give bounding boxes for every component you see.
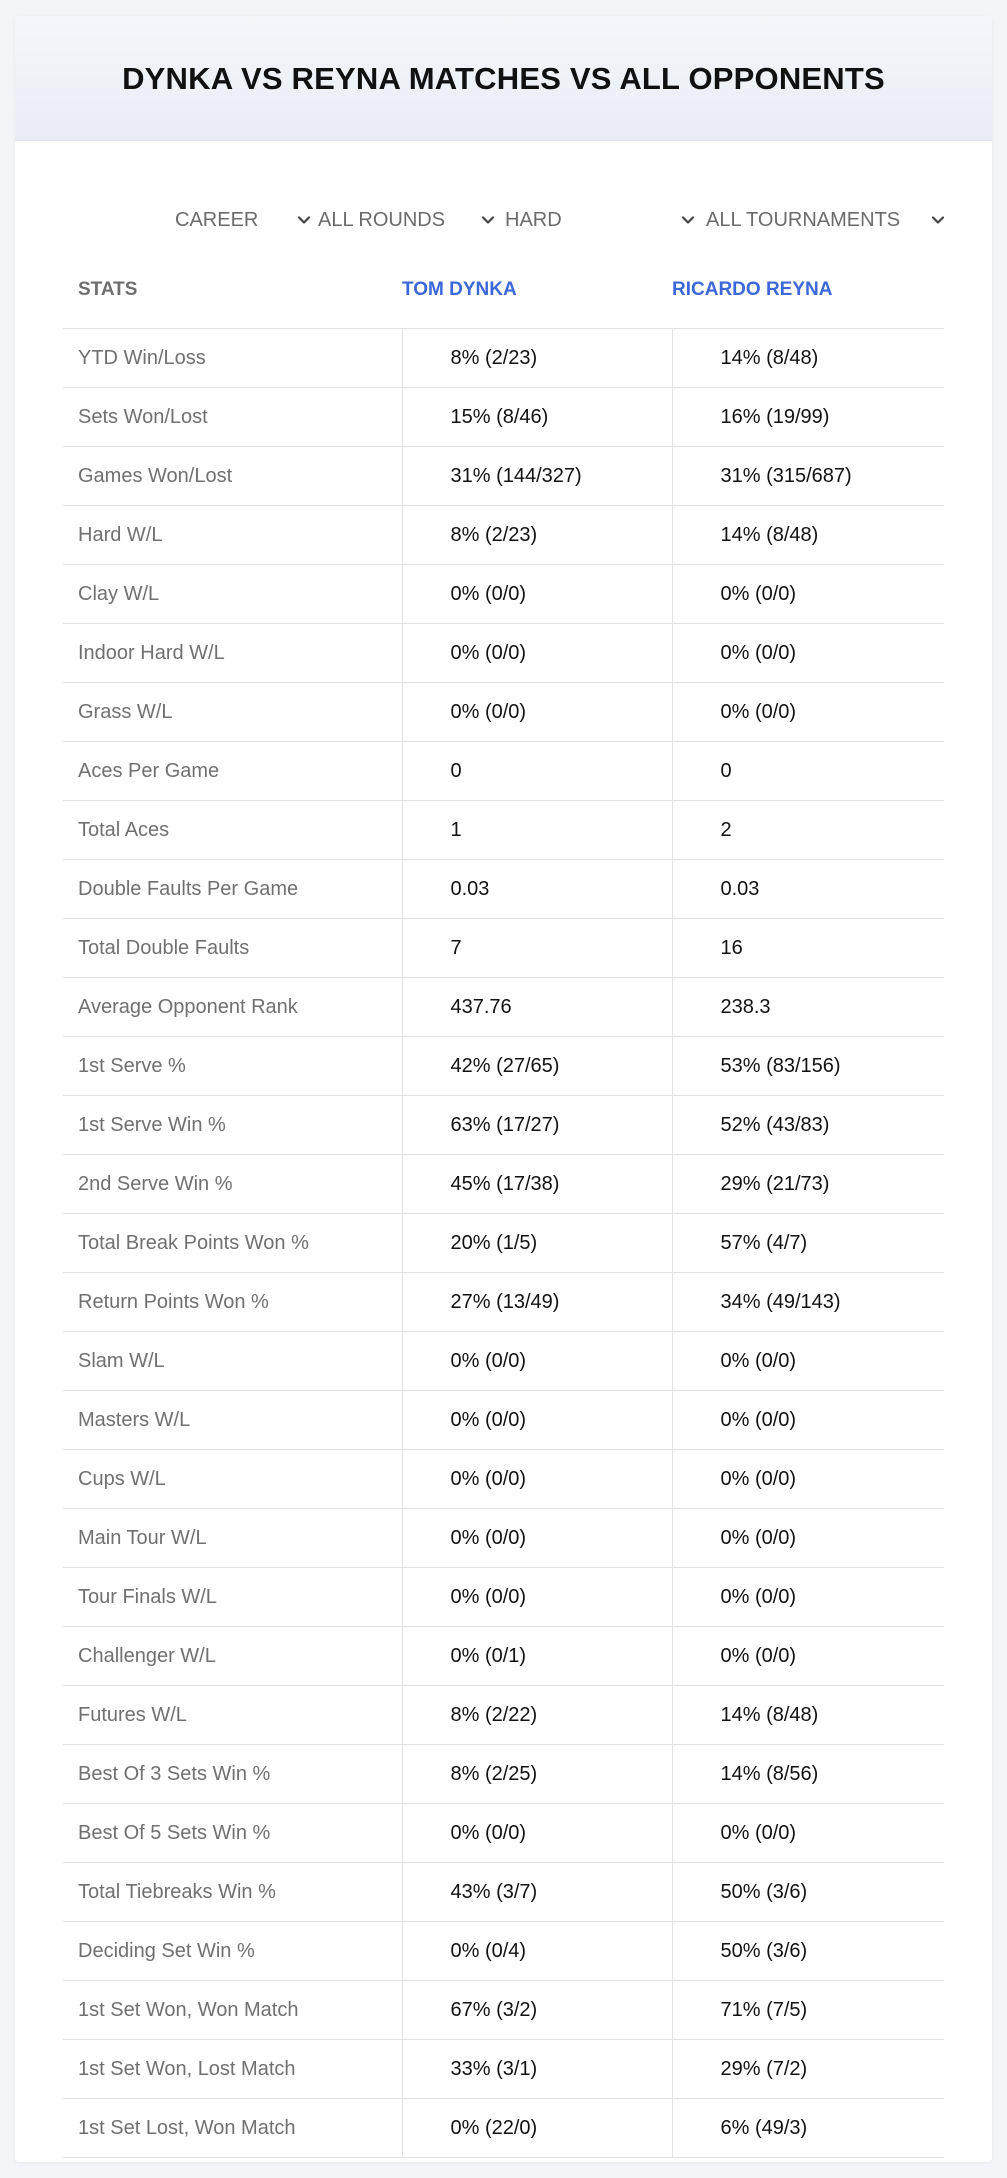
filter-bar: [15, 188, 992, 252]
stat-label: Total Aces: [63, 801, 402, 860]
player1-stat-value: 8% (2/25): [402, 1745, 672, 1804]
stat-label: 1st Serve Win %: [63, 1096, 402, 1155]
table-row: [63, 919, 944, 978]
stat-label: Masters W/L: [63, 1391, 402, 1450]
player1-stat-value: 0% (0/1): [402, 1627, 672, 1686]
player1-stat-value: 0% (0/0): [402, 1568, 672, 1627]
filter-rounds-label: ALL ROUNDS: [318, 208, 446, 231]
filter-tournaments-label: ALL TOURNAMENTS: [706, 208, 901, 231]
stat-label: Grass W/L: [63, 683, 402, 742]
player2-stat-value: 0% (0/0): [672, 1332, 944, 1391]
player2-stat-value: 0.03: [672, 860, 944, 919]
player1-stat-value: 8% (2/23): [402, 329, 672, 388]
table-row: [63, 329, 944, 388]
stat-label: Total Tiebreaks Win %: [63, 1863, 402, 1922]
stat-label: Games Won/Lost: [63, 447, 402, 506]
player2-stat-value: 50% (3/6): [672, 1863, 944, 1922]
player1-stat-value: 0% (0/0): [402, 1332, 672, 1391]
table-row: [63, 1096, 944, 1155]
table-row: [63, 742, 944, 801]
page-title: DYNKA VS REYNA MATCHES VS ALL OPPONENTS: [122, 61, 885, 96]
table-row: [63, 1922, 944, 1981]
player2-stat-value: 16% (19/99): [672, 388, 944, 447]
table-row: [63, 978, 944, 1037]
filter-career-dropdown[interactable]: [175, 188, 315, 252]
player2-stat-value: 0% (0/0): [672, 1804, 944, 1863]
table-row: [63, 624, 944, 683]
chevron-down-icon: [679, 211, 697, 229]
player1-stat-value: 0% (22/0): [402, 2099, 672, 2158]
stat-label: Return Points Won %: [63, 1273, 402, 1332]
table-row: [63, 1509, 944, 1568]
player2-stat-value: 238.3: [672, 978, 944, 1037]
stat-label: Best Of 5 Sets Win %: [63, 1804, 402, 1863]
stat-label: 1st Set Won, Lost Match: [63, 2040, 402, 2099]
player1-stat-value: 0% (0/0): [402, 1509, 672, 1568]
stat-label: Average Opponent Rank: [63, 978, 402, 1037]
player2-column-header[interactable]: RICARDO REYNA: [672, 252, 944, 329]
player1-stat-value: 0% (0/0): [402, 624, 672, 683]
player1-stat-value: 0.03: [402, 860, 672, 919]
player2-stat-value: 16: [672, 919, 944, 978]
table-row: [63, 683, 944, 742]
player1-stat-value: 8% (2/23): [402, 506, 672, 565]
player2-stat-value: 0% (0/0): [672, 1627, 944, 1686]
chevron-down-icon: [479, 211, 497, 229]
stat-label: 1st Serve %: [63, 1037, 402, 1096]
filter-rounds-dropdown[interactable]: [318, 188, 503, 252]
stat-label: 2nd Serve Win %: [63, 1155, 402, 1214]
stat-label: Tour Finals W/L: [63, 1568, 402, 1627]
table-row: [63, 1863, 944, 1922]
stat-label: 1st Set Won, Won Match: [63, 1981, 402, 2040]
stats-column-header: STATS: [63, 252, 402, 329]
filter-surface-dropdown[interactable]: [505, 188, 705, 252]
player1-stat-value: 8% (2/22): [402, 1686, 672, 1745]
player2-stat-value: 6% (49/3): [672, 2099, 944, 2158]
table-row: [63, 1981, 944, 2040]
table-row: [63, 447, 944, 506]
stat-label: Slam W/L: [63, 1332, 402, 1391]
stat-label: Total Break Points Won %: [63, 1214, 402, 1273]
player2-stat-value: 14% (8/48): [672, 1686, 944, 1745]
table-row: [63, 1155, 944, 1214]
player2-stat-value: 14% (8/48): [672, 506, 944, 565]
player1-stat-value: 0% (0/4): [402, 1922, 672, 1981]
stats-card: [15, 16, 992, 2162]
stat-label: Futures W/L: [63, 1686, 402, 1745]
stat-label: Aces Per Game: [63, 742, 402, 801]
stat-label: Best Of 3 Sets Win %: [63, 1745, 402, 1804]
stat-label: Main Tour W/L: [63, 1509, 402, 1568]
table-row: [63, 1804, 944, 1863]
player1-stat-value: 0: [402, 742, 672, 801]
card-header: [15, 16, 992, 141]
chevron-down-icon: [929, 211, 947, 229]
table-row: [63, 1745, 944, 1804]
player2-stat-value: 0% (0/0): [672, 1391, 944, 1450]
player1-stat-value: 27% (13/49): [402, 1273, 672, 1332]
player1-stat-value: 63% (17/27): [402, 1096, 672, 1155]
player1-stat-value: 45% (17/38): [402, 1155, 672, 1214]
table-row: [63, 1037, 944, 1096]
stat-label: Clay W/L: [63, 565, 402, 624]
table-header-row: [63, 252, 944, 329]
player2-stat-value: 53% (83/156): [672, 1037, 944, 1096]
table-row: [63, 2040, 944, 2099]
stats-table: [63, 252, 944, 2158]
player1-stat-value: 0% (0/0): [402, 1391, 672, 1450]
player1-column-header[interactable]: TOM DYNKA: [402, 252, 672, 329]
player2-stat-value: 34% (49/143): [672, 1273, 944, 1332]
player1-stat-value: 0% (0/0): [402, 565, 672, 624]
filter-surface-label: HARD: [505, 208, 562, 231]
table-row: [63, 801, 944, 860]
table-row: [63, 1214, 944, 1273]
stat-label: YTD Win/Loss: [63, 329, 402, 388]
player1-stat-value: 7: [402, 919, 672, 978]
stat-label: Deciding Set Win %: [63, 1922, 402, 1981]
player1-stat-value: 0% (0/0): [402, 683, 672, 742]
player2-stat-value: 0% (0/0): [672, 1568, 944, 1627]
player1-stat-value: 42% (27/65): [402, 1037, 672, 1096]
player2-stat-value: 57% (4/7): [672, 1214, 944, 1273]
player1-stat-value: 20% (1/5): [402, 1214, 672, 1273]
player1-stat-value: 67% (3/2): [402, 1981, 672, 2040]
table-row: [63, 1627, 944, 1686]
player2-stat-value: 14% (8/56): [672, 1745, 944, 1804]
player1-stat-value: 33% (3/1): [402, 2040, 672, 2099]
player1-stat-value: 15% (8/46): [402, 388, 672, 447]
player2-stat-value: 29% (21/73): [672, 1155, 944, 1214]
table-row: [63, 1273, 944, 1332]
player2-stat-value: 2: [672, 801, 944, 860]
player2-stat-value: 14% (8/48): [672, 329, 944, 388]
player2-stat-value: 0: [672, 742, 944, 801]
stat-label: Cups W/L: [63, 1450, 402, 1509]
player2-stat-value: 52% (43/83): [672, 1096, 944, 1155]
player1-stat-value: 31% (144/327): [402, 447, 672, 506]
player2-stat-value: 0% (0/0): [672, 1450, 944, 1509]
stat-label: 1st Set Lost, Won Match: [63, 2099, 402, 2158]
player2-stat-value: 0% (0/0): [672, 565, 944, 624]
table-row: [63, 1450, 944, 1509]
player1-stat-value: 43% (3/7): [402, 1863, 672, 1922]
player2-stat-value: 0% (0/0): [672, 624, 944, 683]
table-row: [63, 1332, 944, 1391]
table-row: [63, 1686, 944, 1745]
table-row: [63, 2099, 944, 2158]
filter-career-label: CAREER: [175, 208, 259, 231]
table-row: [63, 860, 944, 919]
filter-tournaments-dropdown[interactable]: [706, 188, 956, 252]
table-row: [63, 506, 944, 565]
stats-table-body: [63, 329, 944, 2158]
player2-stat-value: 71% (7/5): [672, 1981, 944, 2040]
player2-stat-value: 29% (7/2): [672, 2040, 944, 2099]
stat-label: Total Double Faults: [63, 919, 402, 978]
table-row: [63, 1568, 944, 1627]
stat-label: Sets Won/Lost: [63, 388, 402, 447]
player1-stat-value: 437.76: [402, 978, 672, 1037]
stat-label: Challenger W/L: [63, 1627, 402, 1686]
player1-stat-value: 1: [402, 801, 672, 860]
player2-stat-value: 50% (3/6): [672, 1922, 944, 1981]
player2-stat-value: 0% (0/0): [672, 1509, 944, 1568]
table-row: [63, 565, 944, 624]
chevron-down-icon: [295, 211, 313, 229]
stat-label: Indoor Hard W/L: [63, 624, 402, 683]
player2-stat-value: 31% (315/687): [672, 447, 944, 506]
player2-stat-value: 0% (0/0): [672, 683, 944, 742]
table-row: [63, 1391, 944, 1450]
stat-label: Double Faults Per Game: [63, 860, 402, 919]
player1-stat-value: 0% (0/0): [402, 1804, 672, 1863]
player1-stat-value: 0% (0/0): [402, 1450, 672, 1509]
table-row: [63, 388, 944, 447]
stat-label: Hard W/L: [63, 506, 402, 565]
